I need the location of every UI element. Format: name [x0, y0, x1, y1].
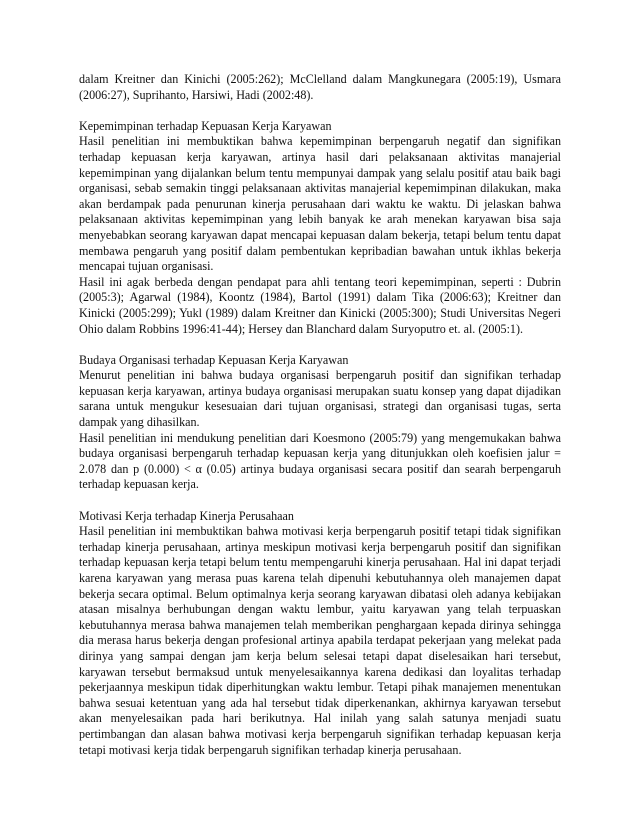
intro-paragraph: dalam Kreitner dan Kinichi (2005:262); McClelland dalam Mangkunegara (2005:19), Usmara (2006:27), Suprihanto, Harsiwi, Hadi (2002:48).	[79, 72, 561, 102]
culture-paragraph-1: Menurut penelitian ini bahwa budaya organisasi berpengaruh positif dan signifikan terhadap kepuasan kerja karyawan, artinya budaya organisasi merupakan suatu konsep yang dapat dijadikan sarana untuk mengukur kesesuaian dari tujuan organisasi, strategi dan organisasi tugas, serta dampak yang dihasilkan.	[79, 368, 561, 430]
leadership-paragraph-2: Hasil ini agak berbeda dengan pendapat para ahli tentang teori kepemimpinan, seperti : Dubrin (2005:3); Agarwal (1984), Koontz (1984), Bartol (1991) dalam Tika (2006:63); Kreitner dan Kinicki (2005:299); Yukl (1989) dalam Kreitner dan Kinicki (2005:300); Studi Universitas Negeri Ohio dalam Robbins 1996:41-44); Hersey dan Blanchard dalam Suryoputro et. al. (2005:1).	[79, 274, 561, 336]
leadership-paragraph-1: Hasil penelitian ini membuktikan bahwa kepemimpinan berpengaruh negatif dan signifikan terhadap kepuasan kerja karyawan, artinya hasil dari pelaksanaan aktivitas manajerial kepemimpinan yang dijalankan belum tentu mempunyai dampak yang selalu positif atau baik bagi organisasi, sebab semakin tinggi pelaksanaan aktivitas manajerial kepemimpinan dilakukan, maka akan berdampak pada penurunan kinerja perusahaan dari waktu ke waktu. Di jelaskan bahwa pelaksanaan aktivitas kepemimpinan yang lebih banyak ke arah menekan karyawan bisa saja menyebabkan seorang karyawan dapat mencapai kepuasan dalam bekerja, tetapi belum tentu dapat membawa pengaruh yang positif dalam pembentukan kepribadian bawahan untuk ikhlas bekerja mencapai tujuan organisasi.	[79, 134, 561, 274]
spacer	[79, 493, 561, 509]
section-heading-leadership: Kepemimpinan terhadap Kepuasan Kerja Karyawan	[79, 118, 332, 133]
culture-paragraph-2: Hasil penelitian ini mendukung penelitian dari Koesmono (2005:79) yang mengemukakan bahwa budaya organisasi berpengaruh terhadap kepuasan kerja yang ditunjukkan oleh koefisien jalur = 2.078 dan p (0.000) < α (0.05) artinya budaya organisasi secara positif dan searah berpengaruh terhadap kepuasan kerja.	[79, 430, 561, 492]
spacer	[79, 103, 561, 119]
motivation-paragraph-1: Hasil penelitian ini membuktikan bahwa motivasi kerja berpengaruh positif tetapi tidak signifikan terhadap kinerja perusahaan, artinya meskipun motivasi kerja berpengaruh positif dan signifikan terhadap kepuasan kerja tetapi belum tentu mempengaruhi kinerja perusahaan. Hal ini dapat terjadi karena karyawan yang merasa puas karena telah dipenuhi kebutuhannya oleh manajemen dapat bekerja secara optimal. Belum optimalnya kerja seorang karyawan dibatasi oleh adanya kebijakan atasan misalnya berhubungan dengan waktu lembur, yaitu karyawan yang telah terpuaskan kebutuhannya merasa bahwa manajemen telah memberikan penghargaan kepada dirinya sehingga dia merasa harus bekerja dengan profesional artinya apabila terdapat pekerjaan yang melekat pada dirinya yang sampai dengan jam kerja belum selesai tetapi dapat diselesaikan hari tersebut, karyawan tersebut bermaksud untuk menyelesaikannya karena dedikasi dan loyalitas terhadap pekerjaannya meskipun tidak diperhitungkan waktu lembur. Tetapi pihak manajemen menentukan bahwa sesuai ketentuan yang ada hal tersebut tidak diperkenankan, akhirnya karyawan tersebut akan menyelesaikan pada hari berikutnya. Hal inilah yang salah satunya menjadi suatu pertimbangan dan alasan bahwa motivasi kerja berpengaruh signifikan terhadap kepuasan kerja tetapi motivasi kerja tidak berpengaruh signifikan terhadap kinerja perusahaan.	[79, 524, 561, 757]
spacer	[79, 337, 561, 353]
section-heading-culture: Budaya Organisasi terhadap Kepuasan Kerja Karyawan	[79, 352, 349, 367]
section-heading-motivation: Motivasi Kerja terhadap Kinerja Perusahaan	[79, 508, 294, 523]
